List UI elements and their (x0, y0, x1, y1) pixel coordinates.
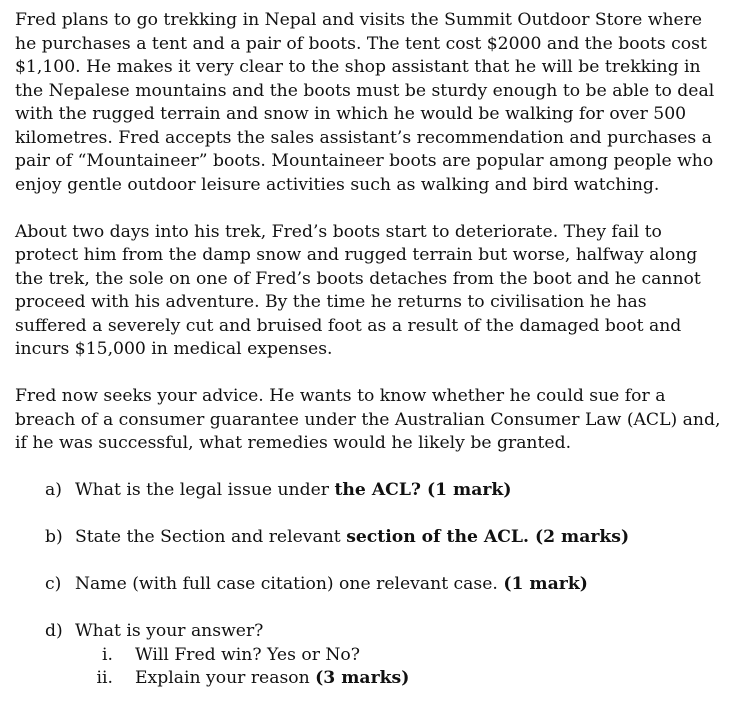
scenario-paragraph-3: Fred now seeks your advice. He wants to know whether he could sue for a breach of a consumer guarantee under the Australian Consumer Law (ACL) and, if he was successful, what remedies would he likely be granted. (15, 386, 721, 453)
question-d (45, 620, 723, 691)
question-d-label: d) (45, 621, 63, 641)
question-c-bold: (1 mark) (503, 574, 588, 594)
question-d-sub-i (75, 644, 723, 668)
question-list (15, 479, 723, 691)
question-d-sub-ii (75, 667, 723, 691)
sub-i-label: i. (102, 644, 113, 665)
question-d-text: What is your answer? (75, 621, 264, 641)
sub-ii-label: ii. (96, 668, 113, 688)
question-a-bold: the ACL? (1 mark) (334, 480, 512, 500)
question-a-label: a) (45, 480, 62, 500)
sub-i-text: Will Fred win? Yes or No? (135, 644, 360, 665)
document-page (15, 9, 723, 691)
question-b-text: State the Section and relevant (75, 527, 347, 547)
sub-ii-text: Explain your reason (135, 668, 316, 688)
scenario-paragraph-1: Fred plans to go trekking in Nepal and visits the Summit Outdoor Store where he purchases a tent and a pair of boots. The tent cost $2000 and the boots cost $1,100. He makes it very clear to the shop assistant that he will be trekking in the Nepalese mountains and the boots must be sturdy enough to be able to deal with the rugged terrain and snow in which he would be walking for over 500 kilometres. Fred accepts the sales assistant’s recommendation and purchases a pair of “Mountaineer” boots. Mountaineer boots are popular among people who enjoy gentle outdoor leisure activities such as walking and bird watching. (15, 10, 715, 195)
question-c (45, 573, 723, 597)
question-c-label: c) (45, 574, 62, 594)
question-b (45, 526, 723, 550)
scenario-paragraph-2: About two days into his trek, Fred’s boots start to deteriorate. They fail to protect him from the damp snow and rugged terrain but worse, halfway along the trek, the sole on one of Fred’s boots detaches from the boot and he cannot proceed with his adventure. By the time he returns to civilisation he has suffered a severely cut and bruised foot as a result of the damaged boot and incurs $15,000 in medical expenses. (15, 221, 701, 359)
sub-ii-bold: (3 marks) (315, 668, 410, 688)
question-b-label: b) (45, 527, 63, 547)
question-b-bold: section of the ACL. (2 marks) (346, 527, 630, 547)
question-a-text: What is the legal issue under (75, 480, 335, 500)
question-c-text: Name (with full case citation) one relevant case. (75, 574, 504, 594)
question-a (45, 479, 723, 503)
